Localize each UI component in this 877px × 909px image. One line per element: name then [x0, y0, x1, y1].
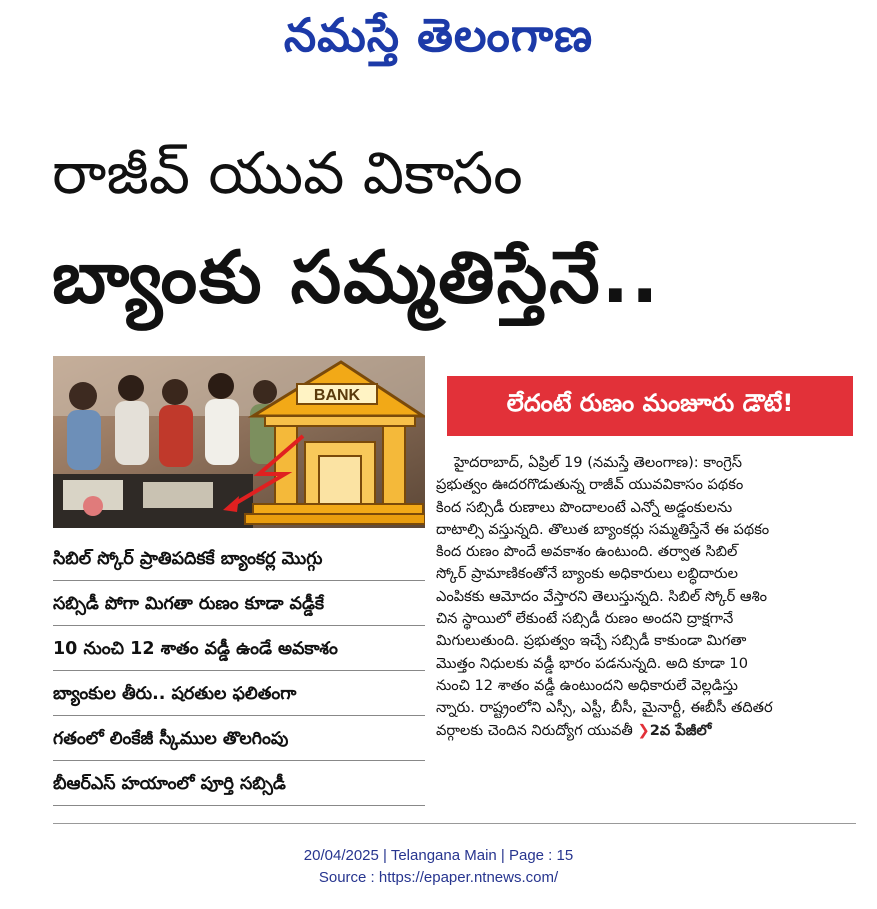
- body-line: దాటాల్సి వస్తున్నది. తొలుత బ్యాంకర్లు సమ్మతిస్తేనే ఈ పథకం: [436, 520, 770, 538]
- body-line: న్నారు. రాష్ట్రంలోని ఎస్సీ, ఎస్టీ, బీసీ, మైనార్టీ, ఈబీసీ తదితర: [436, 699, 773, 717]
- body-line-last: [436, 720, 856, 742]
- subheadline: లేదంటే రుణం మంజూరు డౌటే!: [506, 389, 794, 417]
- highlight-item: బ్యాంకుల తీరు.. షరతుల ఫలితంగా: [53, 677, 425, 716]
- highlight-item: సబ్సిడీ పోగా మిగతా రుణం కూడా వడ్డీకే: [53, 587, 425, 626]
- bank-sign: BANK: [313, 387, 361, 404]
- article-photo: [53, 356, 425, 528]
- continuation-note[interactable]: [637, 722, 711, 739]
- highlight-item: 10 నుంచి 12 శాతం వడ్డీ ఉండే అవకాశం: [53, 632, 425, 671]
- body-line: మొత్తం నిధులకు వడ్డీ భారం పడనున్నది. అది కూడా 10: [436, 654, 748, 672]
- highlight-item: బీఆర్ఎస్ హయాంలో పూర్తి సబ్సిడీ: [53, 767, 425, 806]
- body-line: స్కోర్ ప్రామాణికంతోనే బ్యాంకు అధికారులు లబ్ధిదారుల: [436, 565, 738, 583]
- highlight-item: గతంలో లింకేజీ స్కీముల తొలగింపు: [53, 722, 425, 761]
- body-line: కింద రుణం పొందే అవకాశం ఉంటుంది. తర్వాత సిబిల్: [436, 543, 738, 561]
- body-line: వర్గాలకు చెందిన నిరుద్యోగ యువతీ: [436, 721, 633, 739]
- masthead-title: నమస్తే తెలంగాణ: [283, 8, 594, 62]
- body-line: ఎంపికకు ఆమోదం వేస్తారని తెలుస్తున్నది. సిబిల్ స్కోర్ ఆశిం: [436, 587, 768, 605]
- body-line: మిగులుతుంది. ప్రభుత్వం ఇచ్చే సబ్సిడీ కాకుండా మిగతా: [436, 632, 747, 650]
- body-line: నుంచి 12 శాతం వడ్డీ ఉంటుందని అధికారులే వెల్లడిస్తు: [436, 676, 738, 694]
- body-line: చిన స్థాయిలో లేకుంటే సబ్సిడీ రుణం అందని ద్రాక్షగానే: [436, 610, 734, 628]
- footer-source-link[interactable]: Source : https://epaper.ntnews.com/: [318, 869, 559, 886]
- subheadline-banner: [447, 376, 853, 436]
- body-line: ప్రభుత్వం ఊదరగొడుతున్న రాజీవ్ యువవికాసం పథకం: [436, 476, 744, 494]
- body-line: కింద సబ్సిడీ రుణాలు పొందాలంటే ఎన్నో అడ్డంకులను: [436, 498, 733, 516]
- continuation-label: 2వ పేజీలో: [649, 721, 712, 739]
- footer-date-page: 20/04/2025 | Telangana Main | Page : 15: [303, 847, 574, 864]
- headline-line-1: రాజీవ్ యువ వికాసం: [52, 139, 523, 207]
- highlight-item: సిబిల్ స్కోర్ ప్రాతిపదికకే బ్యాంకర్ల మొగ్గు: [53, 542, 425, 581]
- masthead: [0, 8, 877, 70]
- bank-illustration: [53, 356, 425, 528]
- footer-divider: [53, 823, 856, 824]
- continue-arrow-icon: ❯: [637, 721, 650, 739]
- highlights-list: [53, 542, 425, 812]
- headline-line-2: బ్యాంకు సమ్మతిస్తేనే..: [52, 235, 661, 319]
- body-line: హైదరాబాద్, ఏప్రిల్ 19 (నమస్తే తెలంగాణ): కాంగ్రెస్: [454, 454, 742, 471]
- footer: [0, 845, 877, 889]
- article-body: [436, 452, 856, 742]
